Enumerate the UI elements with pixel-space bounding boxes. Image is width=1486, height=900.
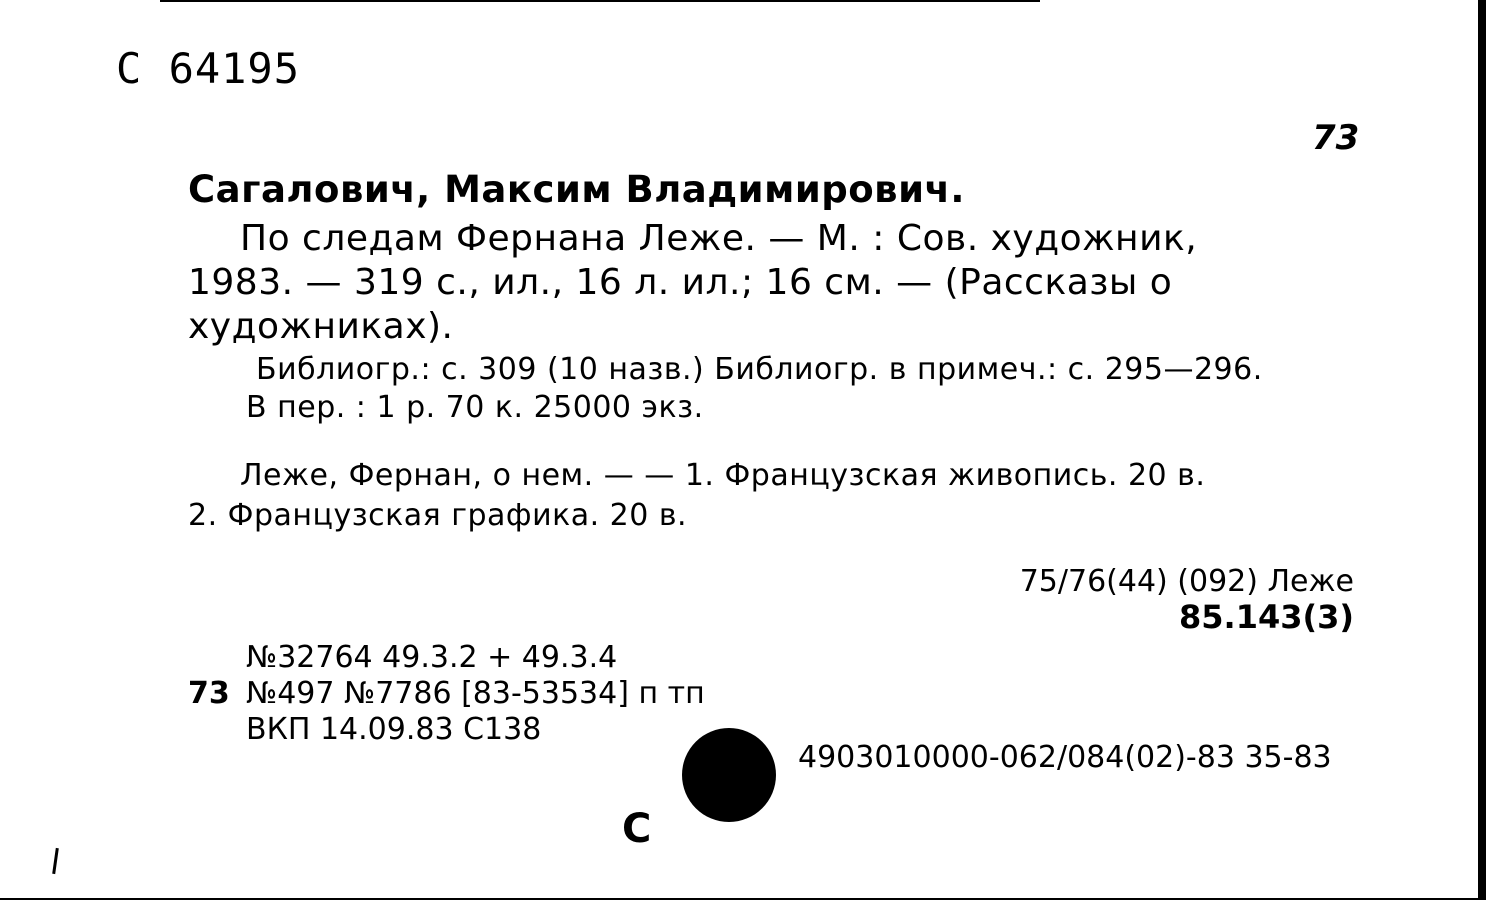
subject-line-2: 2. Французская графика. 20 в. bbox=[188, 498, 688, 533]
card-top-edge bbox=[160, 0, 1040, 2]
registry-line-3: ВКП 14.09.83 С138 bbox=[246, 712, 542, 747]
registry-prefix: 73 bbox=[188, 676, 230, 711]
registry-line-2: №497 №7786 [83-53534] п тп bbox=[246, 676, 705, 711]
title-line-3: художниках). bbox=[188, 306, 454, 347]
shelf-mark: С 64195 bbox=[116, 44, 301, 93]
udc-index: 75/76(44) (092) Леже bbox=[1019, 564, 1354, 599]
scan-speck-mark bbox=[52, 848, 59, 874]
subject-line-1: Леже, Фернан, о нем. — — 1. Французская живопись. 20 в. bbox=[240, 458, 1206, 493]
title-line-2: 1983. — 319 с., ил., 16 л. ил.; 16 см. — (Рассказы о bbox=[188, 262, 1173, 303]
punch-hole-dot bbox=[682, 728, 776, 822]
bbk-index: 85.143(3) bbox=[1179, 598, 1354, 636]
isbn-code: 4903010000-062/084(02)-83 35-83 bbox=[798, 740, 1332, 775]
bottom-letter: С bbox=[622, 806, 652, 852]
author-heading: Сагалович, Максим Владимирович. bbox=[188, 168, 965, 211]
price-note: В пер. : 1 р. 70 к. 25000 экз. bbox=[246, 390, 704, 425]
bibliography-note: Библиогр.: с. 309 (10 назв.) Библиогр. в примеч.: с. 295—296. bbox=[256, 352, 1263, 387]
top-number: 73 bbox=[1312, 118, 1360, 158]
registry-line-1: №32764 49.3.2 + 49.3.4 bbox=[246, 640, 618, 675]
title-line-1: По следам Фернана Леже. — М. : Сов. художник, bbox=[240, 218, 1198, 259]
